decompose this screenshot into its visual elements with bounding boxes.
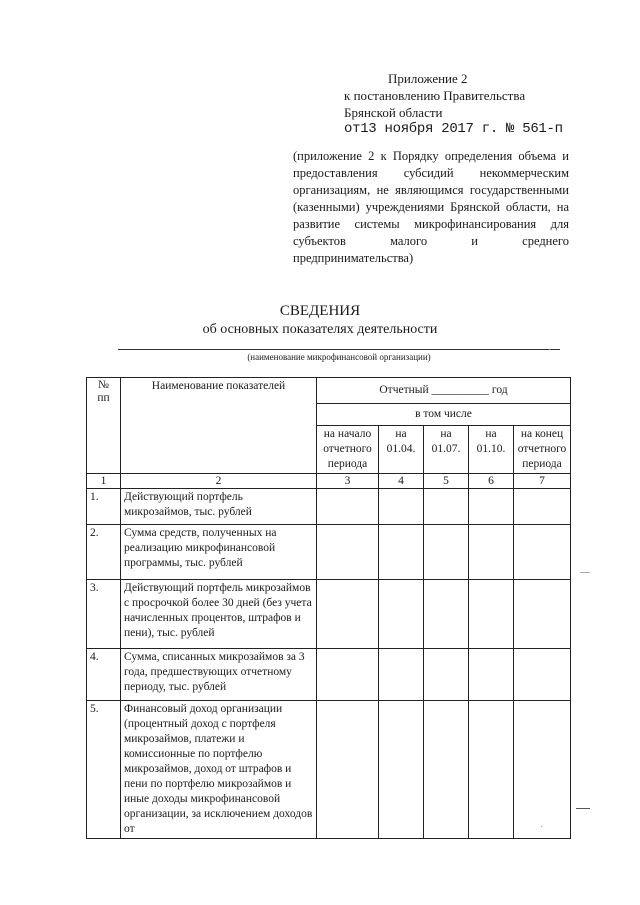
value-cell[interactable] (469, 489, 514, 525)
value-cell[interactable] (317, 489, 379, 525)
document-subtitle: об основных показателях деятельности (202, 322, 438, 337)
value-cell[interactable] (379, 649, 424, 701)
row-indicator-name: Действующий портфель микрозаймов с просрочкой более 30 дней (без учета начисленных процентов, штрафов и пени), тыс. рублей (121, 580, 317, 649)
value-cell[interactable] (317, 580, 379, 649)
appendix-note: (приложение 2 к Порядку определения объема и предоставления субсидий некоммерческим организациям, не являющимся государственными (казенными) учреждениями Брянской области, на развитие системы микрофинансирования для субъектов малого и среднего предпринимательства) (293, 149, 569, 265)
value-cell[interactable] (317, 649, 379, 701)
value-cell[interactable] (424, 525, 469, 580)
value-cell[interactable] (379, 489, 424, 525)
scan-mark (576, 808, 590, 809)
value-cell[interactable] (514, 701, 571, 839)
column-number: 3 (317, 474, 379, 489)
row-indicator-name: Сумма средств, полученных на реализацию микрофинансовой программы, тыс. рублей (121, 525, 317, 580)
table-row (87, 489, 571, 525)
header-col-q1 (379, 426, 424, 474)
value-cell[interactable] (514, 489, 571, 525)
org-name-line (118, 349, 560, 350)
header-col-q2-date: 01.07. (431, 443, 461, 455)
indicators-table (86, 377, 571, 839)
value-cell[interactable] (424, 701, 469, 839)
appendix-title: Приложение 2 (388, 71, 468, 86)
value-cell[interactable] (379, 580, 424, 649)
header-number-cell (87, 378, 121, 474)
header-name-cell: Наименование показателей (121, 378, 317, 474)
row-indicator-name: Действующий портфель микрозаймов, тыс. рублей (121, 489, 317, 525)
appendix-header (344, 70, 594, 138)
column-number: 1 (87, 474, 121, 489)
column-number: 4 (379, 474, 424, 489)
org-name-caption: (наименование микрофинансовой организации) (247, 352, 431, 362)
value-cell[interactable] (514, 649, 571, 701)
value-cell[interactable] (469, 525, 514, 580)
table-row (87, 649, 571, 701)
header-col-start: на начало отчетного периода (317, 426, 379, 474)
row-number: 2. (87, 525, 121, 580)
header-including-cell: в том числе (317, 404, 571, 426)
value-cell[interactable] (424, 649, 469, 701)
row-number: 1. (87, 489, 121, 525)
appendix-resolution: к постановлению Правительства (344, 88, 526, 103)
table-row (87, 580, 571, 649)
table-row (87, 525, 571, 580)
appendix-region: Брянской области (344, 105, 443, 120)
value-cell[interactable] (469, 701, 514, 839)
value-cell[interactable] (424, 489, 469, 525)
column-number: 5 (424, 474, 469, 489)
value-cell[interactable] (469, 649, 514, 701)
table-row (87, 701, 571, 839)
value-cell[interactable] (379, 701, 424, 839)
header-col-q3-date: 01.10. (476, 443, 506, 455)
column-number: 7 (514, 474, 571, 489)
value-cell[interactable] (514, 580, 571, 649)
column-number: 2 (121, 474, 317, 489)
value-cell[interactable] (317, 525, 379, 580)
row-indicator-name: Финансовый доход организации (процентный доход с портфеля микрозаймов, платежи и комиссионные по портфелю микрозаймов, доход от штрафов и пени по портфелю микрозаймов и иные доходы микрофинансовой организации, за исключением доходов от (121, 701, 317, 839)
header-col-q2-prefix: на (440, 428, 452, 440)
value-cell[interactable] (469, 580, 514, 649)
header-period-cell: Отчетный __________ год (317, 378, 571, 404)
table-header-row (87, 378, 571, 404)
value-cell[interactable] (424, 580, 469, 649)
row-number: 5. (87, 701, 121, 839)
column-number: 6 (469, 474, 514, 489)
header-number-sign: № (98, 379, 109, 391)
appendix-date-number: от13 ноября 2017 г. № 561-п (344, 121, 563, 137)
scan-mark: · (540, 822, 544, 833)
row-number: 3. (87, 580, 121, 649)
row-indicator-name: Сумма, списанных микрозаймов за 3 года, предшествующих отчетному периоду, тыс. рублей (121, 649, 317, 701)
scan-mark: · (548, 345, 552, 356)
header-col-q1-prefix: на (395, 428, 407, 440)
column-numbers-row (87, 474, 571, 489)
header-col-q3 (469, 426, 514, 474)
header-col-end: на конец отчетного периода (514, 426, 571, 474)
value-cell[interactable] (317, 701, 379, 839)
value-cell[interactable] (379, 525, 424, 580)
row-number: 4. (87, 649, 121, 701)
header-number-abbr: пп (97, 392, 110, 404)
header-col-q3-prefix: на (485, 428, 497, 440)
value-cell[interactable] (514, 525, 571, 580)
scan-mark (580, 572, 590, 573)
header-col-q1-date: 01.04. (386, 443, 416, 455)
document-title: СВЕДЕНИЯ (279, 303, 361, 319)
header-col-q2 (424, 426, 469, 474)
